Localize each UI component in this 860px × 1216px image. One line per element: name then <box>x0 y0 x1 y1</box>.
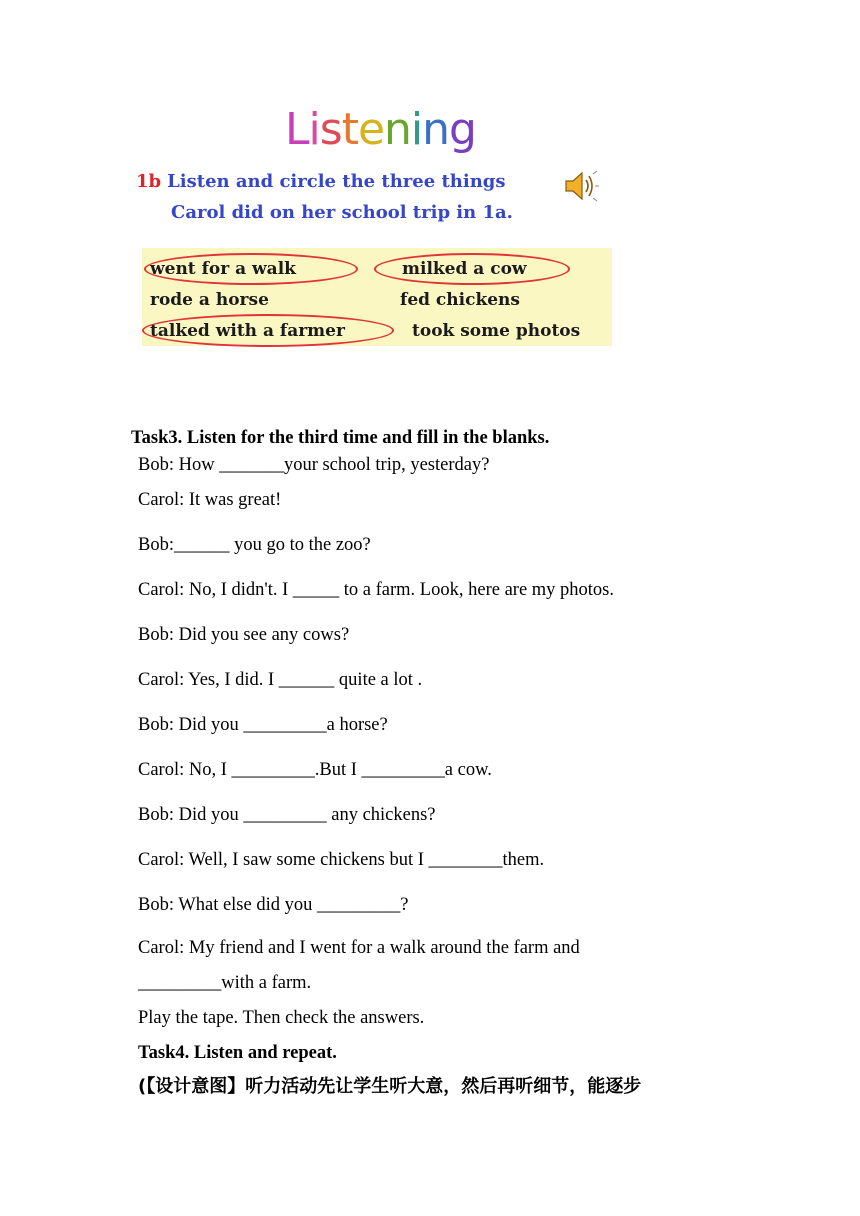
dialogue-line: Bob: Did you _________ any chickens? <box>138 805 436 825</box>
answer-circle <box>144 253 358 285</box>
phrase-item: went for a walk <box>150 259 296 279</box>
title-letter: i <box>410 104 423 155</box>
listening-slide-image <box>130 100 630 360</box>
dialogue-line: Bob:______ you go to the zoo? <box>138 535 371 555</box>
task4-heading: Task4. Listen and repeat. <box>138 1043 337 1063</box>
title-letter: i <box>308 104 320 155</box>
title-letter: t <box>341 104 358 155</box>
phrase-panel <box>142 248 612 346</box>
dialogue-line: Carol: Well, I saw some chickens but I ________them. <box>138 850 545 870</box>
design-note: (【设计意图】听力活动先让学生听大意，然后再听细节，能逐步 <box>138 1076 642 1097</box>
answer-circle <box>142 314 394 347</box>
title-letter: n <box>422 104 450 155</box>
phrase-item: rode a horse <box>150 290 269 310</box>
dialogue-line: Carol: Yes, I did. I ______ quite a lot . <box>138 670 423 690</box>
slide-instruction <box>136 166 513 228</box>
dialogue-line: Carol: My friend and I went for a walk around the farm and <box>138 938 580 958</box>
title-letter: L <box>285 104 309 155</box>
title-letter: g <box>449 104 476 155</box>
dialogue-line: Bob: How _______your school trip, yesterday? <box>138 455 490 475</box>
dialogue-line: Carol: No, I _________.But I _________a cow. <box>138 760 492 780</box>
phrase-item: fed chickens <box>400 290 520 310</box>
title-letter: s <box>319 104 342 155</box>
title-letter: n <box>384 104 411 155</box>
dialogue-line: _________with a farm. <box>138 973 312 993</box>
instruction-line-2: Carol did on her school trip in 1a. <box>171 202 513 223</box>
speaker-icon <box>560 166 600 206</box>
phrase-item: milked a cow <box>402 259 527 279</box>
dialogue-line: Carol: No, I didn't. I _____ to a farm. Look, here are my photos. <box>138 580 615 600</box>
phrase-item: talked with a farmer <box>150 321 345 341</box>
slide-title <box>285 104 476 155</box>
dialogue-line: Bob: Did you _________a horse? <box>138 715 388 735</box>
instruction-number: 1b <box>136 171 162 192</box>
dialogue-line: Bob: Did you see any cows? <box>138 625 350 645</box>
dialogue-line: Bob: What else did you _________? <box>138 895 409 915</box>
instruction-text: Play the tape. Then check the answers. <box>138 1008 425 1028</box>
task3-heading: Task3. Listen for the third time and fill in the blanks. <box>131 428 550 448</box>
dialogue-line: Carol: It was great! <box>138 490 282 510</box>
phrase-item: took some photos <box>412 321 581 341</box>
answer-circle <box>374 253 570 285</box>
title-letter: e <box>357 104 385 155</box>
instruction-line-1: Listen and circle the three things <box>167 171 506 192</box>
